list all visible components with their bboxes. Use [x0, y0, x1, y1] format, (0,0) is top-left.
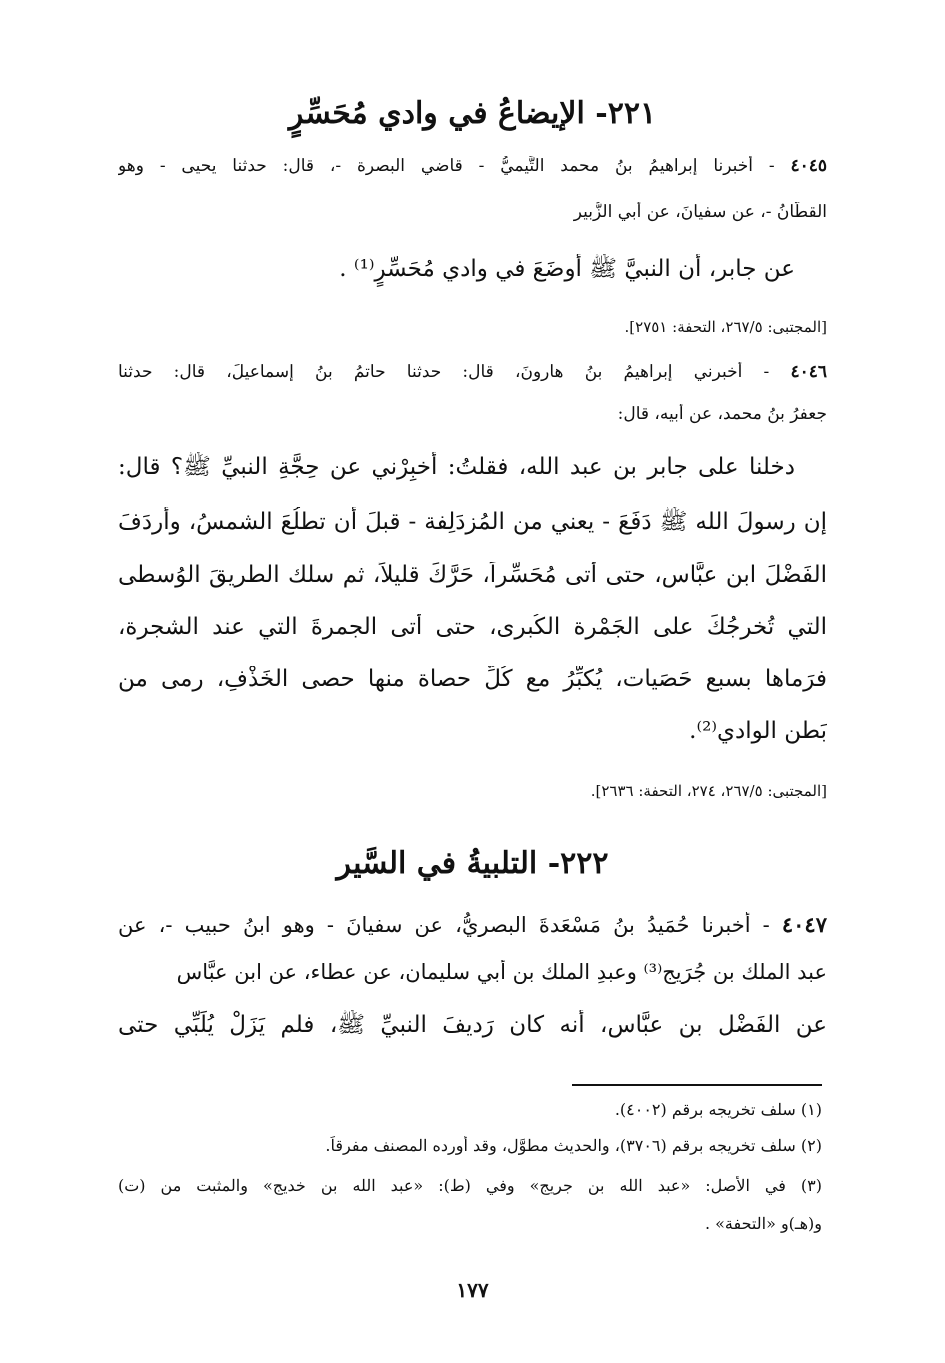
hadith-4046-matn-line3: الفَضْلَ ابن عبَّاس، حتى أتى مُحَسِّراً، حَرَّكَ قليلاً، ثم سلك الطريقَ الوُسطى: [118, 562, 827, 588]
footnote-3-line1: (٣) في الأصل: «عبد الله بن جريج» وفي (ط): «عبد الله بن خديج» والمثبت من (ت): [118, 1176, 822, 1195]
hadith-4047-isnad-line1: [118, 912, 827, 937]
hadith-4046-matn-line4: التي تُخرِجُكَ على الجَمْرة الكُبرى، حتى أتى الجمرةَ التي عند الشجرة،: [118, 614, 827, 640]
hadith-number: ٤٠٤٦: [790, 362, 827, 382]
footnote-2: (٢) سلف تخريجه برقم (٣٧٠٦)، والحديث مطوَّل، وقد أورده المصنف مفرقاً.: [325, 1136, 822, 1155]
hadith-4047-matn-line1: عن الفَضْل بن عبَّاس، أنه كان رَديفَ النبيِّ ﷺ، فلم يَزَلْ يُلَبِّي حتى: [118, 1012, 827, 1038]
hadith-4045-isnad-line1: [118, 156, 827, 176]
hadith-4046-isnad-line1: [118, 362, 827, 382]
hadith-4047-isnad-line2: عبد الملك بن جُرَيج⁽³⁾ وعبدِ الملك بن أبي سليمان، عن عطاء، عن ابن عبَّاس: [176, 960, 827, 984]
footnote-1: (١) سلف تخريجه برقم (٤٠٠٢).: [614, 1100, 822, 1119]
isnad-text: - أخبرنا إبراهيمُ بنُ محمد التَّيميُّ - قاضي البصرة -، قال: حدثنا يحيى - وهو: [118, 156, 775, 176]
hadith-number: ٤٠٤٥: [790, 156, 827, 176]
page-number: ١٧٧: [456, 1278, 489, 1302]
hadith-4046-matn-line2: إن رسولَ الله ﷺ دَفَعَ - يعني من المُزدَلِفة - قبلَ أن تطلُعَ الشمسُ، وأردَفَ: [118, 509, 827, 535]
hadith-4045-matn: عن جابر، أن النبيَّ ﷺ أوضَعَ في وادي مُحَسِّرٍ⁽¹⁾ .: [339, 256, 795, 282]
hadith-4046-matn-line6: بَطن الوادي⁽²⁾.: [689, 718, 827, 744]
section-heading-222: ٢٢٢- التلبيةُ في السَّير: [336, 846, 609, 881]
hadith-4045-reference: [المجتبى: ٢٦٧/٥، التحفة: ٢٧٥١].: [624, 318, 827, 336]
footnote-separator: [572, 1084, 822, 1086]
hadith-4046-isnad-line2: جعفرُ بنُ محمد، عن أبيه، قال:: [617, 404, 827, 424]
isnad-text: - أخبرني إبراهيمُ بنُ هارونَ، قال: حدثنا حاتمُ بنُ إسماعيلَ، قال: حدثنا: [118, 362, 770, 382]
hadith-number: ٤٠٤٧: [781, 912, 827, 937]
hadith-4046-matn-line5: فرَماها بسبع حَصَيات، يُكبِّرُ مع كُلِّ حصاة منها حصى الخَذْفِ، رمى من: [118, 666, 827, 692]
hadith-4046-reference: [المجتبى: ٢٦٧/٥، ٢٧٤، التحفة: ٢٦٣٦].: [590, 782, 827, 800]
isnad-text: - أخبرنا حُمَيدُ بنُ مَسْعَدةَ البصريُّ، عن سفيانَ - وهو ابنُ حبيب -، عن: [118, 913, 770, 937]
hadith-4046-matn-line1: دخلنا على جابر بن عبد الله، فقلتُ: أخبِرْني عن حِجَّةِ النبيِّ ﷺ؟ قال:: [118, 454, 795, 480]
hadith-4045-isnad-line2: القطَّانُ -، عن سفيانَ، عن أبي الزُّبير: [573, 202, 827, 222]
section-heading-221: ٢٢١- الإيضاعُ في وادي مُحَسِّرٍ: [288, 96, 657, 131]
footnote-3-line2: و(هـ)و «التحفة» .: [704, 1214, 822, 1233]
